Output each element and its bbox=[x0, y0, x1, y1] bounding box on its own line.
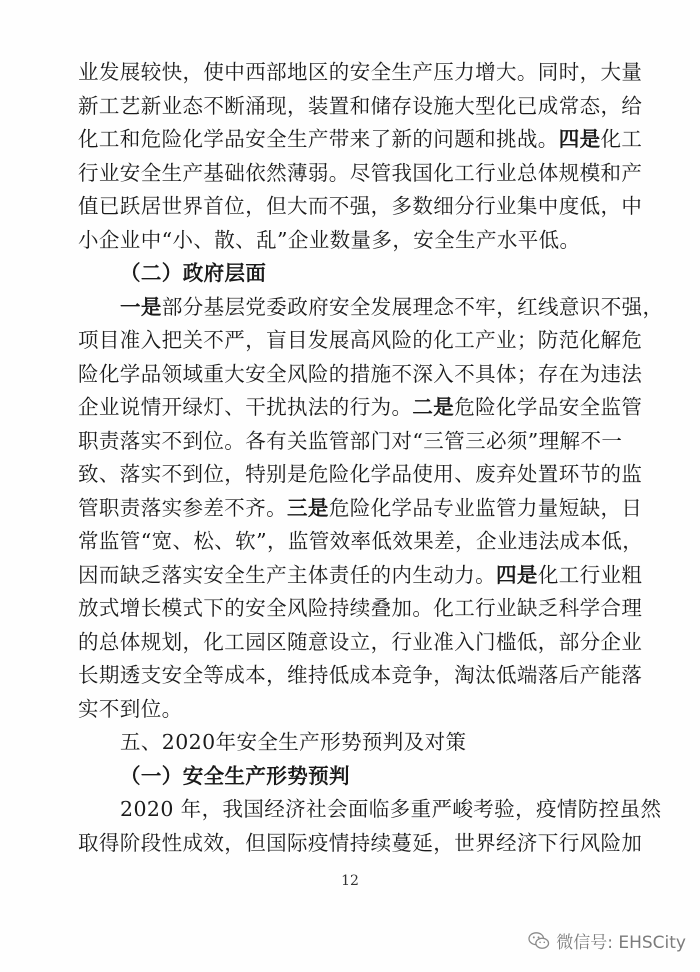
document-body bbox=[78, 56, 664, 860]
text-run: 因而缺乏落实安全生产主体责任的内生动力。 bbox=[78, 562, 496, 587]
text-line: 值已跃居世界首位，但大而不强，多数细分行业集中度低，中 bbox=[78, 194, 643, 218]
emphasis-marker: 三是 bbox=[287, 495, 329, 520]
text-line: 新工艺新业态不断涌现，装置和储存设施大型化已成常态，给 bbox=[78, 93, 643, 118]
text-run: 危险化学品专业监管力量短缺，日 bbox=[328, 495, 643, 520]
text-run: 化工 bbox=[600, 127, 643, 151]
emphasis-marker: 一是 bbox=[120, 294, 162, 319]
text-run: 化工行业粗 bbox=[537, 562, 643, 587]
text-run: 危险化学品安全监管 bbox=[454, 395, 643, 419]
text-line bbox=[78, 291, 664, 325]
text-line: 实不到位。 bbox=[78, 696, 183, 721]
watermark-text: 微信号: EHSCity bbox=[556, 933, 686, 953]
text-line: 长期透支安全等成本，维持低成本竞争，淘汰低端落后产能落 bbox=[78, 663, 643, 687]
text-line bbox=[78, 123, 643, 157]
subheading-government: （二）政府层面 bbox=[120, 261, 267, 285]
text-line: 业发展较快，使中西部地区的安全生产压力增大。同时，大量 bbox=[78, 60, 643, 84]
text-line: 取得阶段性成效，但国际疫情持续蔓延，世界经济下行风险加 bbox=[78, 830, 643, 855]
text-line: 放式增长模式下的安全风险持续叠加。化工行业缺乏科学合理 bbox=[78, 596, 643, 620]
text-line bbox=[78, 492, 643, 526]
text-line bbox=[78, 391, 643, 425]
text-line: 行业安全生产基础依然薄弱。尽管我国化工行业总体规模和产 bbox=[78, 160, 643, 185]
emphasis-marker: 四是 bbox=[558, 127, 601, 151]
text-line bbox=[78, 559, 643, 593]
page-number: 12 bbox=[341, 873, 359, 889]
wechat-icon bbox=[528, 931, 550, 951]
text-run: 部分基层党委政府安全发展理念不牢，红线意识不强， bbox=[161, 294, 664, 319]
emphasis-marker: 四是 bbox=[496, 562, 538, 587]
text-line: 项目准入把关不严，盲目发展高风险的化工产业；防范化解危 bbox=[78, 328, 643, 352]
text-line: 致、落实不到位，特别是危险化学品使用、废弃处置环节的监 bbox=[78, 462, 643, 486]
text-line: 的总体规划，化工园区随意设立，行业准入门槛低，部分企业 bbox=[78, 629, 643, 654]
subheading-forecast: （一）安全生产形势预判 bbox=[120, 763, 350, 788]
text-run: 管职责落实参差不齐。 bbox=[78, 495, 287, 520]
text-run: 企业说情开绿灯、干扰执法的行为。 bbox=[78, 395, 413, 419]
watermark bbox=[528, 928, 686, 953]
text-line: 常监管“宽、松、软”，监管效率低效果差，企业违法成本低， bbox=[78, 529, 644, 553]
text-line: 小企业中“小、散、乱”企业数量多，安全生产水平低。 bbox=[78, 227, 581, 252]
text-line: 职责落实不到位。各有关监管部门对“三管三必须”理解不一 bbox=[78, 428, 623, 453]
text-line: 险化学品领域重大安全风险的措施不深入不具体；存在为违法 bbox=[78, 361, 643, 386]
text-line: 2020 年，我国经济社会面临多重严峻考验，疫情防控虽然 bbox=[120, 797, 662, 821]
section-heading: 五、2020年安全生产形势预判及对策 bbox=[120, 730, 467, 754]
text-run: 化工和危险化学品安全生产带来了新的问题和挑战。 bbox=[78, 127, 559, 151]
emphasis-marker: 二是 bbox=[412, 395, 455, 419]
